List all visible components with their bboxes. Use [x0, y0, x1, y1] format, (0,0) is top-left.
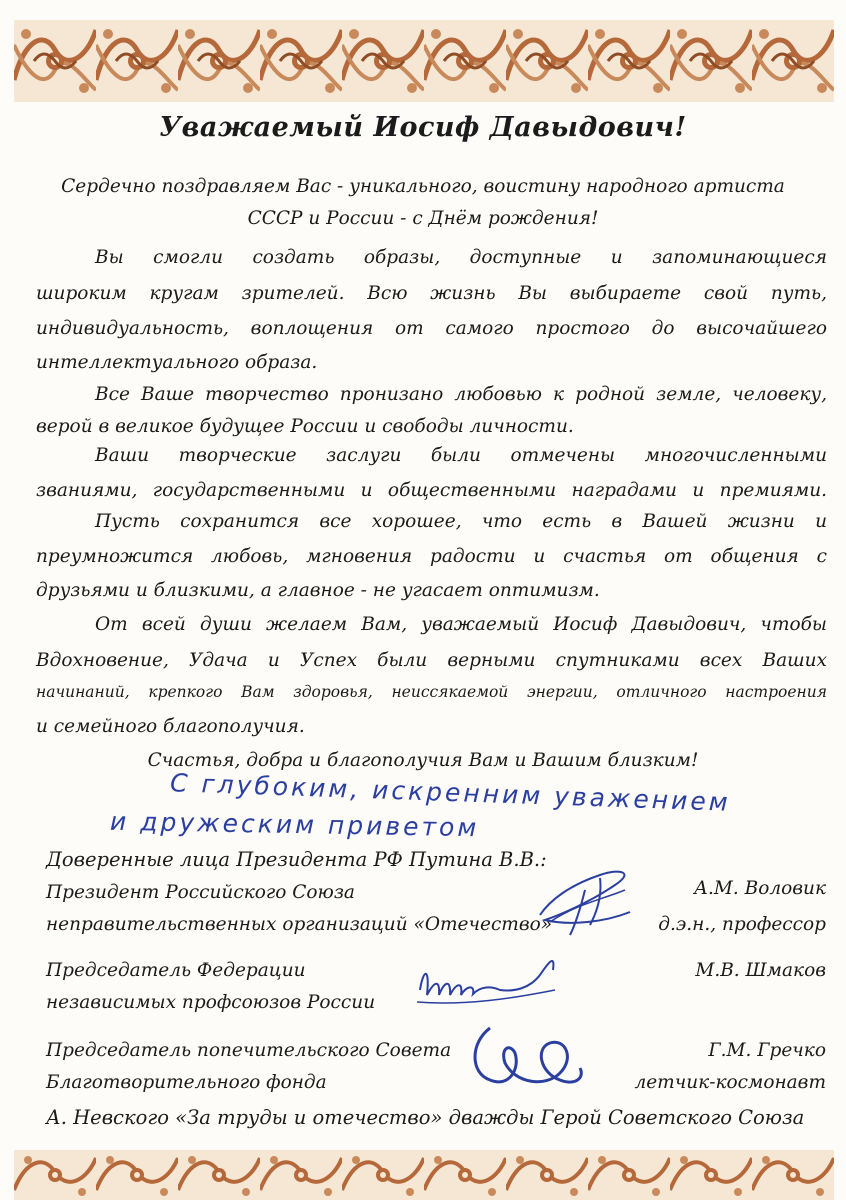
- signatory-1-title-line-1: Президент Российского Союза: [46, 882, 355, 903]
- signatory-3-title-line-2: Благотворительного фонда: [46, 1072, 327, 1093]
- signatory-1-name: А.М. Воловик: [694, 878, 826, 899]
- signatory-3-credentials: летчик-космонавт: [634, 1072, 826, 1093]
- signature-3: [460, 1018, 590, 1098]
- letter-line-4: широким кругам зрителей. Всю жизнь Вы выбираете свой путь,: [36, 283, 827, 304]
- letter-line-16: начинаний, крепкого Вам здоровья, неиссякаемой энергии, отличного настроения: [36, 683, 827, 701]
- signatory-3-name: Г.М. Гречко: [708, 1040, 826, 1061]
- handwritten-note-line-2: и дружеским приветом: [109, 806, 480, 843]
- letter-line-9: Ваши творческие заслуги были отмечены многочисленными: [95, 445, 827, 466]
- signatory-1-title-line-2: неправительственных организаций «Отечество»: [46, 914, 553, 935]
- signatory-2-title-line-1: Председатель Федерации: [46, 960, 306, 981]
- letter-line-8: верой в великое будущее России и свободы личности.: [36, 416, 574, 437]
- top-ornamental-border: [14, 20, 834, 102]
- letter-line-3: Вы смогли создать образы, доступные и запоминающиеся: [95, 247, 827, 268]
- letter-line-15: Вдохновение, Удача и Успех были верными спутниками всех Ваших: [36, 650, 827, 671]
- letter-line-12: преумножится любовь, мгновения радости и счастья от общения с: [36, 546, 827, 567]
- letter-line-14: От всей души желаем Вам, уважаемый Иосиф Давыдович, чтобы: [95, 614, 827, 635]
- signatory-3-title-line-1: Председатель попечительского Совета: [46, 1040, 452, 1061]
- handwritten-note-line-1: С глубоким, искренним уважением: [169, 768, 732, 817]
- signatory-2-name: М.В. Шмаков: [695, 960, 826, 981]
- salutation: Уважаемый Иосиф Давыдович!: [159, 112, 687, 143]
- letter-line-10: званиями, государственными и общественными наградами и премиями.: [36, 480, 827, 501]
- signature-1: [530, 860, 640, 940]
- letter-line-2: СССР и России - с Днём рождения!: [247, 208, 599, 229]
- signatory-1-credentials: д.э.н., профессор: [658, 914, 826, 935]
- signatory-2-title-line-2: независимых профсоюзов России: [46, 992, 376, 1013]
- final-line: А. Невского «За труды и отечество» дважды Герой Советского Союза: [46, 1106, 805, 1129]
- letter-line-6: интеллектуального образа.: [36, 352, 318, 373]
- letter-line-1: Сердечно поздравляем Вас - уникального, воистину народного артиста: [61, 176, 785, 197]
- letter-line-13: друзьями и близкими, а главное - не угасает оптимизм.: [36, 580, 600, 601]
- letter-line-7: Все Ваше творчество пронизано любовью к родной земле, человеку,: [95, 384, 827, 405]
- signatories-header: Доверенные лица Президента РФ Путина В.В.:: [46, 848, 547, 871]
- letter-line-11: Пусть сохранится все хорошее, что есть в Вашей жизни и: [95, 511, 827, 532]
- closing-wish: Счастья, добра и благополучия Вам и Вашим близким!: [147, 750, 699, 771]
- letter-line-17: и семейного благополучия.: [36, 716, 305, 737]
- bottom-ornamental-border: [14, 1150, 834, 1200]
- letter-line-5: индивидуальность, воплощения от самого простого до высочайшего: [36, 318, 827, 339]
